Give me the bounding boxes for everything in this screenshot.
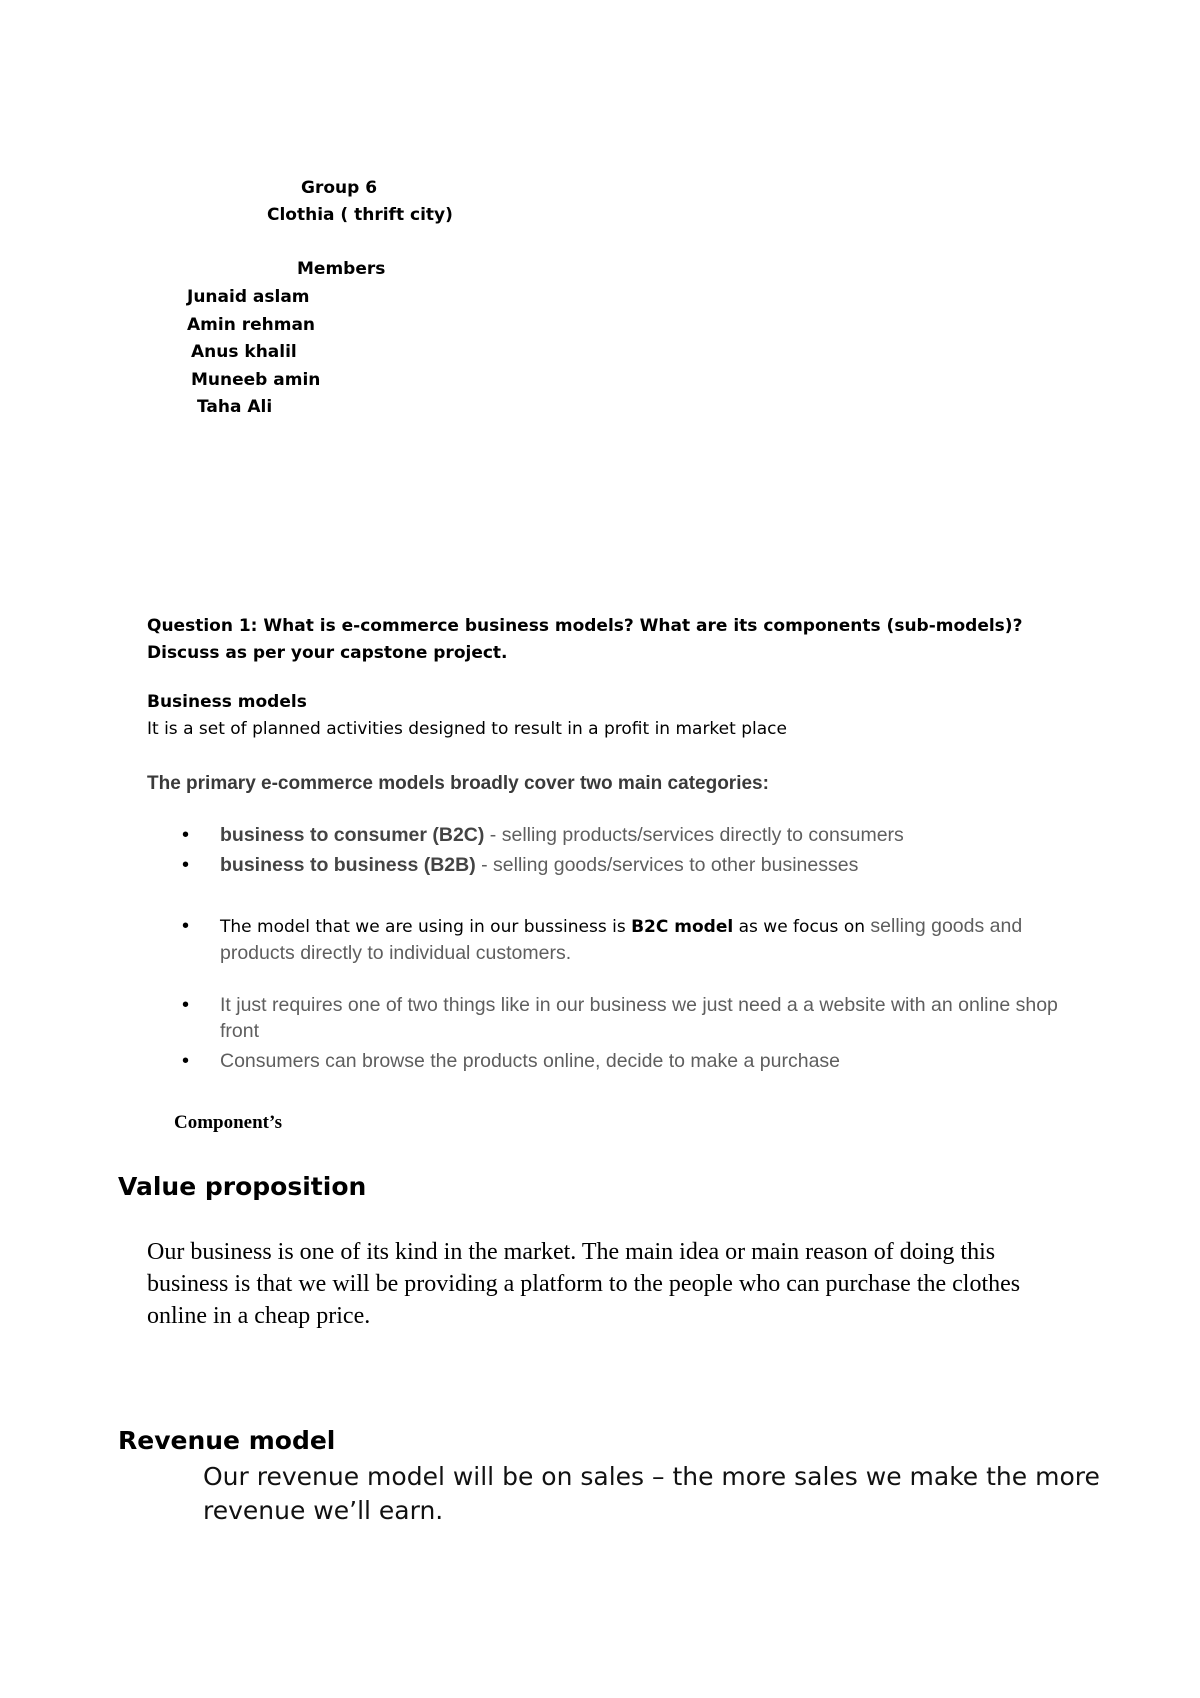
member-name: Muneeb amin [191, 370, 321, 390]
list-item [180, 822, 1080, 848]
list-item [180, 992, 1080, 1044]
business-models-definition: It is a set of planned activities designed to result in a profit in market place [147, 719, 787, 739]
primary-models-list [180, 822, 1080, 878]
list-item [180, 852, 1080, 878]
model-term: business to consumer (B2C) [220, 824, 485, 846]
our-model-grey: selling goods and products directly to individual customers. [220, 915, 1023, 964]
model-description: - selling products/services directly to consumers [484, 824, 904, 846]
our-model-bold: B2C model [631, 917, 734, 937]
our-model-text: The model that we are using in our bussiness is [220, 917, 632, 937]
bullet-icon: • [182, 1050, 190, 1072]
bullet-icon: • [182, 994, 190, 1016]
members-label: Members [297, 259, 386, 279]
business-models-title: Business models [147, 692, 307, 712]
model-term: business to business (B2B) [220, 854, 476, 876]
primary-models-heading: The primary e-commerce models broadly cover two main categories: [147, 773, 769, 794]
components-label: Component’s [174, 1112, 283, 1133]
member-name: Anus khalil [191, 342, 297, 362]
requirement-text: Consumers can browse the products online, decide to make a purchase [220, 1050, 841, 1072]
bullet-icon: • [182, 915, 190, 937]
revenue-model-heading: Revenue model [118, 1426, 336, 1455]
member-name: Taha Ali [197, 397, 273, 417]
bullet-icon: • [182, 854, 190, 876]
group-title: Group 6 [301, 178, 378, 198]
question-line: Discuss as per your capstone project. [147, 643, 508, 663]
member-name: Junaid aslam [187, 287, 310, 307]
our-model-list [180, 913, 1080, 966]
list-item [180, 1048, 1080, 1074]
value-proposition-text: Our business is one of its kind in the market. The main idea or main reason of doing this business is that we will be providing a platform to the people who can purchase the clothes online in a cheap price. [147, 1239, 1021, 1329]
question-heading [147, 613, 1047, 667]
bullet-icon: • [182, 824, 190, 846]
member-name: Amin rehman [187, 315, 316, 335]
model-description: - selling goods/services to other businesses [475, 854, 859, 876]
requirements-list [180, 992, 1080, 1074]
requirement-text: It just requires one of two things like in our business we just need a a website with an online shop front [220, 994, 1058, 1042]
list-item [180, 913, 1080, 966]
project-title: Clothia ( thrift city) [267, 205, 453, 225]
our-model-text: as we focus on [733, 917, 871, 937]
value-proposition-heading: Value proposition [118, 1172, 367, 1201]
revenue-model-text: Our revenue model will be on sales – the more sales we make the more revenue we’ll earn. [203, 1462, 1100, 1525]
question-line: Question 1: What is e-commerce business models? What are its components (sub-models)? [147, 616, 1023, 636]
